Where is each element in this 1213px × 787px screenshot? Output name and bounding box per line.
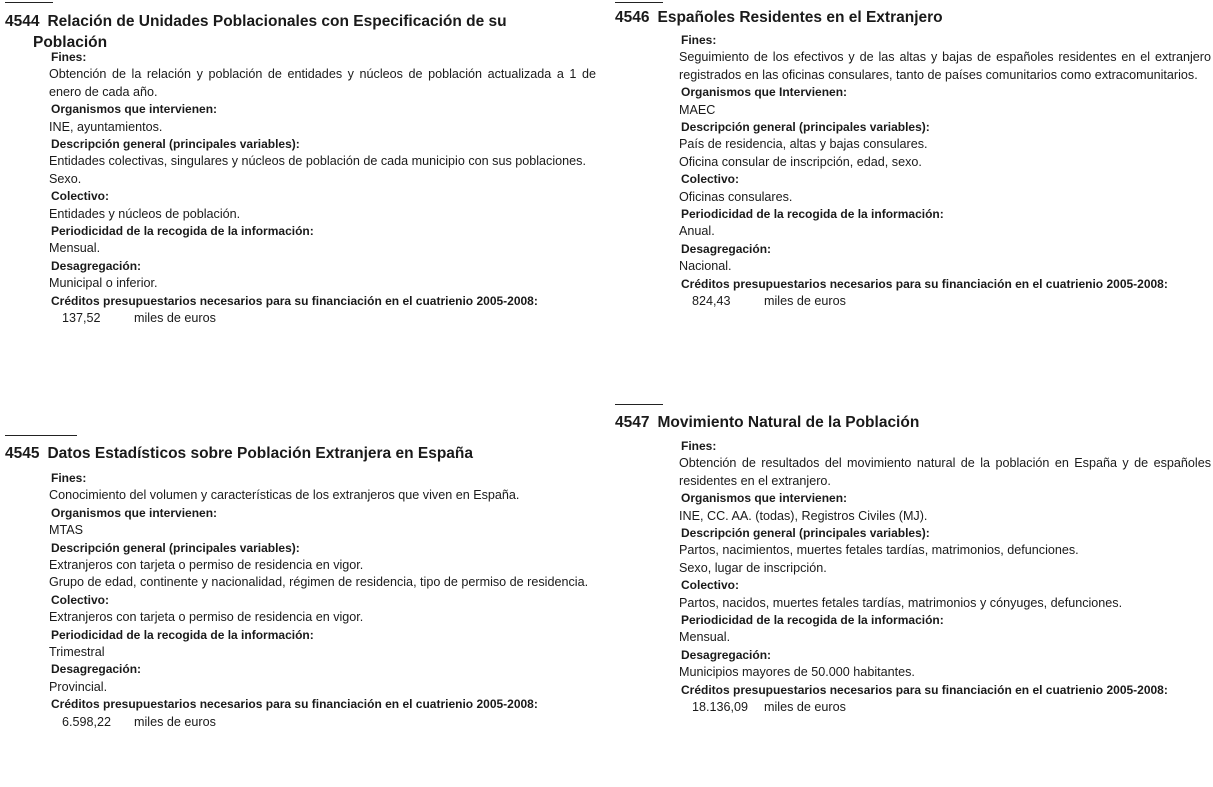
- field-text: INE, ayuntamientos.: [49, 119, 163, 134]
- section-rule: [5, 435, 77, 436]
- field-label: Créditos presupuestarios necesarios para su financiación en el cuatrienio 2005-2008:: [681, 276, 1168, 291]
- field-label: Desagregación:: [51, 258, 142, 273]
- section-title-text: Datos Estadísticos sobre Población Extranjera en España: [47, 445, 474, 462]
- field-text: Provincial.: [49, 679, 108, 694]
- field-label: Colectivo:: [681, 578, 740, 593]
- field-label: Organismos que Intervienen:: [681, 85, 848, 100]
- field-text: País de residencia, altas y bajas consulares.: [679, 137, 928, 152]
- field-text: Anual.: [679, 224, 715, 239]
- field-label: Desagregación:: [681, 241, 772, 256]
- section-rule: [615, 404, 663, 405]
- budget-amount: [679, 293, 1211, 310]
- budget-amount: [679, 699, 1211, 716]
- budget-amount: [49, 714, 596, 731]
- field-label: Colectivo:: [681, 172, 740, 187]
- section-body-4546: [679, 32, 1211, 311]
- field-text: Grupo de edad, continente y nacionalidad, régimen de residencia, tipo de permiso de residencia.: [49, 575, 589, 590]
- field-label: Descripción general (principales variables):: [681, 526, 930, 541]
- amount-unit: miles de euros: [764, 294, 846, 309]
- field-label: Periodicidad de la recogida de la información:: [681, 613, 944, 628]
- section-number: 4544: [5, 13, 40, 30]
- field-text: MAEC: [679, 102, 716, 117]
- field-label: Fines:: [681, 439, 717, 453]
- field-label: Organismos que intervienen:: [51, 505, 218, 520]
- field-text: Mensual.: [679, 630, 731, 645]
- field-text: Obtención de resultados del movimiento natural de la población en España y de españoles residentes en el extranjero.: [679, 456, 1211, 488]
- section-title-continued: Población: [33, 34, 108, 51]
- section-number: 4547: [615, 414, 650, 431]
- field-text: Entidades y núcleos de población.: [49, 206, 241, 221]
- section-rule: [5, 2, 53, 3]
- amount-value: 137,52: [62, 311, 101, 326]
- section-title-text: Movimiento Natural de la Población: [657, 414, 920, 431]
- budget-amount: [49, 310, 596, 327]
- field-text: Sexo.: [49, 171, 82, 186]
- section-title-4544: [5, 11, 595, 53]
- field-text: Entidades colectivas, singulares y núcleos de población de cada municipio con sus poblaciones.: [49, 154, 586, 169]
- amount-unit: miles de euros: [764, 700, 846, 715]
- section-body-4544: [49, 49, 596, 328]
- amount-value: 824,43: [692, 294, 731, 309]
- section-body-4545: [49, 470, 596, 731]
- section-title-text: Españoles Residentes en el Extranjero: [657, 9, 943, 26]
- field-text: Obtención de la relación y población de entidades y núcleos de población actualizada a 1 de enero de cada año.: [49, 67, 596, 99]
- section-title-4546: [615, 7, 943, 28]
- field-label: Colectivo:: [51, 592, 110, 607]
- field-label: Periodicidad de la recogida de la información:: [51, 627, 314, 642]
- field-text: Seguimiento de los efectivos y de las altas y bajas de españoles residentes en el extranjero registrados en las oficinas consulares, tanto de países comunitarios como extracomunitarios.: [679, 50, 1211, 82]
- field-label: Organismos que intervienen:: [681, 491, 848, 506]
- field-text: Trimestral: [49, 645, 105, 660]
- field-label: Desagregación:: [51, 662, 142, 677]
- field-label: Créditos presupuestarios necesarios para su financiación en el cuatrienio 2005-2008:: [51, 697, 538, 712]
- field-text: Sexo, lugar de inscripción.: [679, 560, 827, 575]
- amount-value: 6.598,22: [62, 714, 112, 729]
- field-label: Fines:: [51, 471, 87, 485]
- field-label: Descripción general (principales variables):: [51, 540, 300, 555]
- field-label: Periodicidad de la recogida de la información:: [51, 224, 314, 239]
- field-text: Partos, nacimientos, muertes fetales tardías, matrimonios, defunciones.: [679, 543, 1079, 558]
- field-text: INE, CC. AA. (todas), Registros Civiles (MJ).: [679, 508, 928, 523]
- field-label: Créditos presupuestarios necesarios para su financiación en el cuatrienio 2005-2008:: [51, 293, 538, 308]
- field-text: Oficina consular de inscripción, edad, sexo.: [679, 154, 922, 169]
- section-rule: [615, 2, 663, 3]
- amount-unit: miles de euros: [134, 311, 216, 326]
- field-label: Fines:: [681, 33, 717, 47]
- section-number: 4546: [615, 9, 650, 26]
- field-text: Municipal o inferior.: [49, 276, 158, 291]
- field-text: Nacional.: [679, 259, 732, 274]
- field-label: Desagregación:: [681, 647, 772, 662]
- section-number: 4545: [5, 445, 40, 462]
- section-title-4545: [5, 443, 473, 464]
- field-label: Periodicidad de la recogida de la información:: [681, 207, 944, 222]
- field-text: Conocimiento del volumen y características de los extranjeros que viven en España.: [49, 488, 520, 503]
- field-text: Extranjeros con tarjeta o permiso de residencia en vigor.: [49, 558, 364, 573]
- field-label: Organismos que intervienen:: [51, 102, 218, 117]
- field-label: Fines:: [51, 50, 87, 64]
- field-label: Descripción general (principales variables):: [51, 137, 300, 152]
- field-text: Municipios mayores de 50.000 habitantes.: [679, 665, 915, 680]
- field-label: Créditos presupuestarios necesarios para su financiación en el cuatrienio 2005-2008:: [681, 682, 1168, 697]
- field-label: Descripción general (principales variables):: [681, 120, 930, 135]
- field-label: Colectivo:: [51, 189, 110, 204]
- field-text: MTAS: [49, 523, 84, 538]
- field-text: Partos, nacidos, muertes fetales tardías, matrimonios y cónyuges, defunciones.: [679, 595, 1123, 610]
- field-text: Extranjeros con tarjeta o permiso de residencia en vigor.: [49, 610, 364, 625]
- section-title-4547: [615, 412, 919, 433]
- field-text: Mensual.: [49, 241, 101, 256]
- section-body-4547: [679, 438, 1211, 717]
- amount-value: 18.136,09: [692, 700, 749, 715]
- amount-unit: miles de euros: [134, 714, 216, 729]
- section-title-text: Relación de Unidades Poblacionales con Especificación de su: [47, 13, 507, 30]
- field-text: Oficinas consulares.: [679, 189, 793, 204]
